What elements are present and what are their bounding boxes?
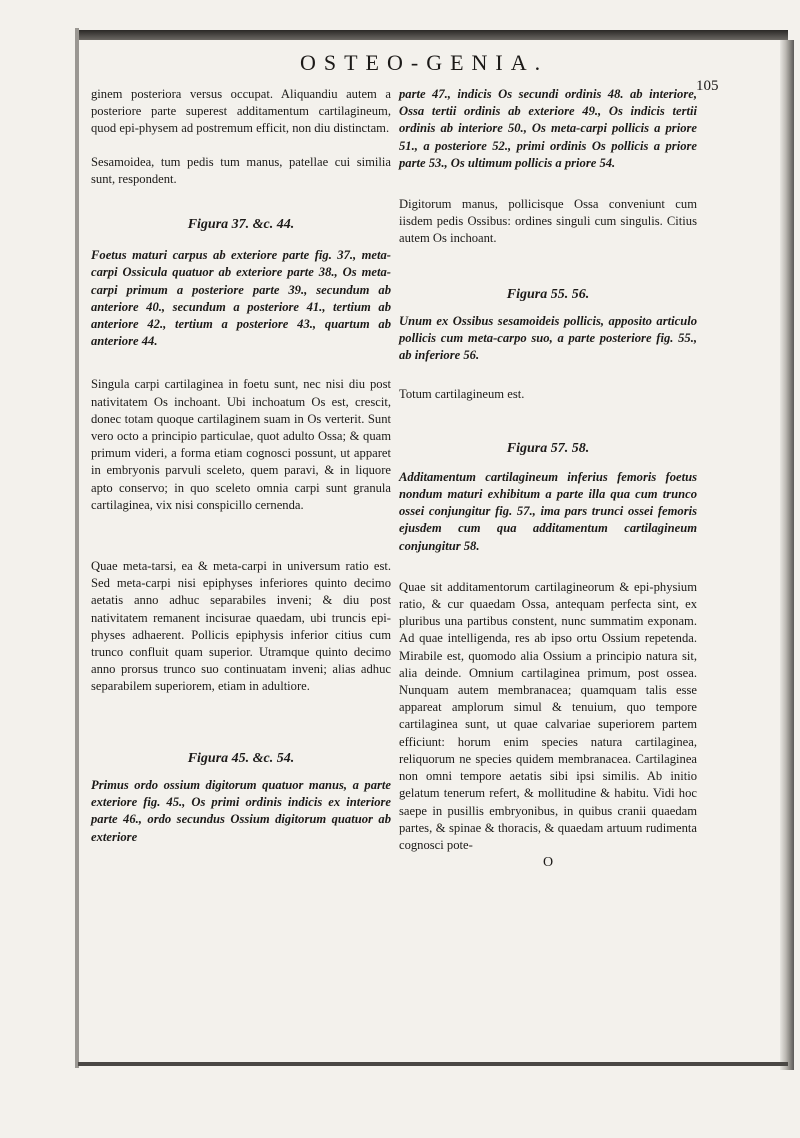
top-border-rule — [78, 30, 788, 40]
figure-caption-3: Unum ex Ossibus sesamoideis pollicis, apposito articulo pollicis cum meta-carpo suo, a parte posteriore fig. 55., ab inferiore 56. — [399, 313, 697, 363]
left-paragraph-1: ginem posteriora versus occupat. Aliquandiu autem a posteriore parte superest additamentum cartilagineum, quod epi-physem ad postremum efficit, non diu distinctam. — [91, 87, 391, 136]
page-number: 105 — [696, 78, 719, 94]
running-head: OSTEO-GENIA. — [300, 50, 549, 75]
right-paragraph-4: Quae sit additamentorum cartilagineorum & epi-physium ratio, & cur quaedam Ossa, antequam perfecta sint, ex pluribus una partibus constent, nunc summatim exponam. Ad quae intelligenda, res ab ipso ortu Ossium repetenda. Mirabile est, quomodo alia Ossium a principio natura sit, alia deinde. Omnium cartilaginea primum, post ossea. Nunquam autem membranacea; quamquam talis esse appareat amplorum simul & tenuium, quo tempore cartilaginea sunt, ut quae calvariae superiorem partem efficiunt: horum enim species natura cartilaginea, reliquorum ne species quidem membranacea. Cartilaginea non omni tempore aetatis sibi ipsi similis. Ab initio gelatum tenerum refert, & mollitudine & habitu. Vidi hoc saepe in pusillis embryonibus, in quibus cranii quaedam partes, & spinae & thoracis, & quaedam artuum rudimenta cognosci pote- — [399, 579, 697, 852]
figure-heading-1: Figura 37. &c. 44. — [187, 217, 295, 233]
catchword: O — [542, 855, 554, 871]
right-paragraph-1: parte 47., indicis Os secundi ordinis 48. ab interiore, Ossa tertii ordinis ab exteriore 49., Os indicis tertii ordinis ab interiore 50., Os meta-carpi pollicis a priore 51., a posteriore 52., primi ordinis Os pollicis a priore parte 53., Os ultimum pollicis a priore 54. — [399, 87, 697, 170]
left-paragraph-2: Sesamoidea, tum pedis tum manus, patellae cui similia sunt, respondent. — [91, 154, 391, 186]
left-column — [91, 86, 391, 846]
right-paragraph-3: Totum cartilagineum est. — [399, 387, 525, 402]
figure-heading-3: Figura 55. 56. — [506, 286, 590, 302]
figure-caption-4: Additamentum cartilagineum inferius femoris foetus nondum maturi exhibitum a parte illa qua cum trunco ossei conjungitur fig. 57., ima pars trunci ossei femoris ejusdem cum qua additamentum cartilagineum conjungitur 58. — [399, 469, 697, 553]
figure-heading-2: Figura 45. &c. 54. — [187, 750, 295, 766]
right-paragraph-2: Digitorum manus, pollicisque Ossa conveniunt cum iisdem pedis Ossibus: ordines singuli cum singulis. Citius autem Os inchoant. — [399, 197, 697, 246]
right-column — [399, 86, 697, 871]
figure-caption-1: Foetus maturi carpus ab exteriore parte fig. 37., meta-carpi Ossicula quatuor ab exteriore parte 38., Os meta-carpi primum a posteriore parte 39., secundum ab anteriore 40., secundum a posteriore 41., tertium ab anteriore 42., tertium a posteriore 43., quartum ab anteriore 44. — [91, 248, 391, 349]
left-paragraph-4: Quae meta-tarsi, ea & meta-carpi in universum ratio est. Sed meta-carpi nisi epiphyses inferiores quinto decimo aetatis anno adhuc separabiles inveni; & diu post nativitatem remanent incisurae quaedam, ubi truncis epi-physes adhaerent. Pollicis epiphysis inferior citius cum trunco confluit quam superior. Utramque quinto decimo anno prorsus trunco suo continuatam inveni; alias adhuc separabilem superiorem, etiam in adultiore. — [91, 559, 391, 694]
right-page-edge — [780, 40, 794, 1070]
figure-heading-4: Figura 57. 58. — [506, 440, 590, 456]
figure-caption-2: Primus ordo ossium digitorum quatuor manus, a parte exteriore fig. 45., Os primi ordinis indicis ex interiore parte 46., ordo secundus Ossium digitorum quatuor ab exteriore — [91, 777, 391, 844]
bottom-border-rule — [78, 1062, 788, 1066]
left-page-edge — [75, 28, 79, 1068]
left-paragraph-3: Singula carpi cartilaginea in foetu sunt, nec nisi diu post nativitatem Os inchoant. Ubi inchoatum Os est, crescit, donec totam quoque cartilaginem suam in Os verterit. Sunt vero octo a principio particulae, quot adulto Ossa; & quam primum videri, a forma etiam cognosci possunt, ut apparet in embryonis parvuli sceleto, quem paravi, & in liquore apto conservo; in quo sceleto omnia carpi sunt granula cartilaginea, vix nisi conspicillo cernenda. — [91, 377, 391, 512]
